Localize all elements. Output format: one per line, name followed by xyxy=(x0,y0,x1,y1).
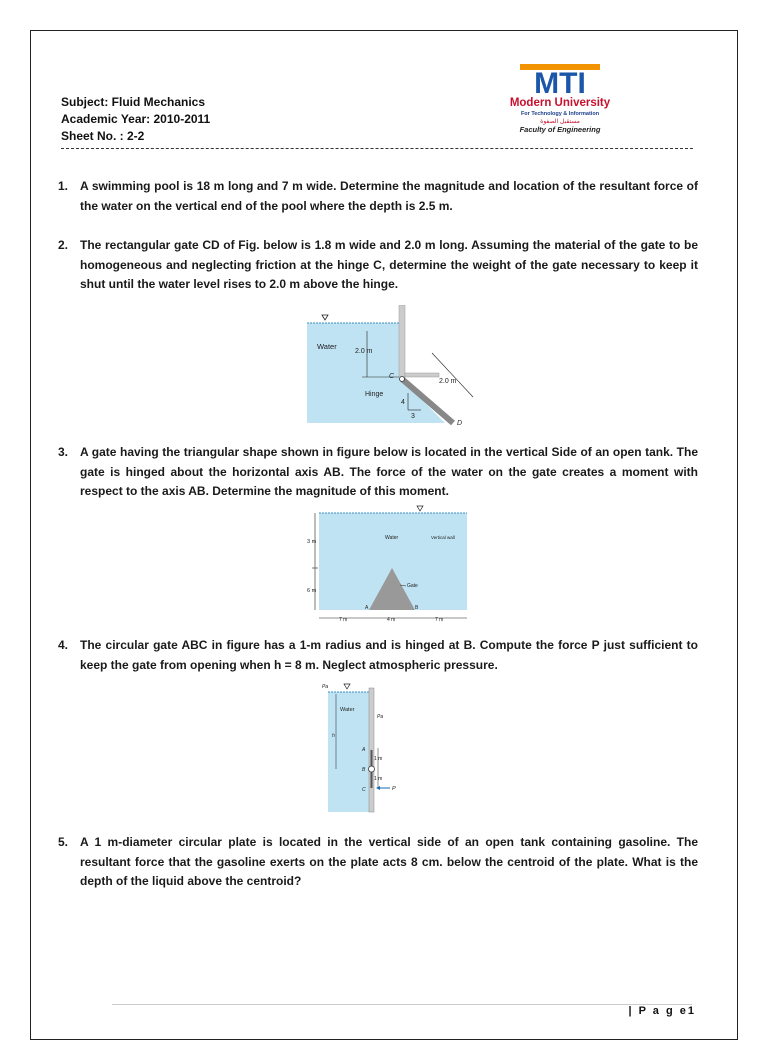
logo-tagline: For Technology & Information xyxy=(520,111,600,117)
slope-4-label: 4 xyxy=(401,399,405,406)
question-number: 2. xyxy=(58,238,69,252)
point-c-label: C xyxy=(362,787,366,793)
page-number: 1 xyxy=(687,1005,696,1017)
footer-rule xyxy=(112,1004,692,1005)
depth-label: 2.0 m xyxy=(355,348,373,355)
horizontal-ledge xyxy=(405,373,439,377)
hinge-label: Hinge xyxy=(365,391,384,398)
university-logo xyxy=(492,62,632,140)
force-p-label: P xyxy=(392,786,396,792)
gate-length-label: 2.0 m xyxy=(439,378,457,385)
question-number: 1. xyxy=(58,179,69,193)
water-level-icon xyxy=(322,315,328,320)
figure-triangular-gate xyxy=(305,505,469,623)
question-3 xyxy=(58,443,698,502)
pa-right-label: Pa xyxy=(377,714,384,720)
point-a-label: A xyxy=(362,747,366,753)
hinge-b xyxy=(369,766,375,772)
gate-label: Gate xyxy=(407,583,418,589)
water-label: Water xyxy=(385,535,399,541)
logo-mark: MTI xyxy=(534,67,586,100)
sheet-header xyxy=(61,94,210,145)
width-7m-right: 7 m xyxy=(435,617,444,623)
water-region xyxy=(307,323,399,423)
h-label: h xyxy=(332,733,335,739)
point-c-label: C xyxy=(389,373,395,380)
pa-left-label: Pa xyxy=(322,684,329,690)
water-level-icon xyxy=(417,506,423,511)
height-3m-label: 3 m xyxy=(307,539,317,545)
width-7m-left: 7 m xyxy=(339,617,348,623)
logo-name: Modern University xyxy=(509,97,611,109)
question-text: A 1 m-diameter circular plate is located in the vertical side of an open tank containing gasoline. The resultant force that the gasoline exerts on the plate acts 8 cm. below the centroid of the plate. What is the depth of the liquid above the centroid? xyxy=(80,835,698,888)
question-text: The rectangular gate CD of Fig. below is 1.8 m wide and 2.0 m long. Assuming the material of the gate to be homogeneous and neglecting friction at the hinge C, determine the weight of the gate necessary to keep it shut until the water level rises to 2.0 m above the hinge. xyxy=(80,238,698,291)
question-5 xyxy=(58,833,698,892)
water-label: Water xyxy=(317,342,337,351)
slope-3-label: 3 xyxy=(411,413,415,420)
question-1 xyxy=(58,177,698,216)
vertical-wall-label: Vertical wall xyxy=(431,535,455,540)
subject-line: Subject: Fluid Mechanics xyxy=(61,95,206,109)
hinge-c xyxy=(400,377,405,382)
question-text: A swimming pool is 18 m long and 7 m wide. Determine the magnitude and location of the resultant force of the water on the vertical end of the pool where the depth is 2.5 m. xyxy=(80,179,698,213)
academic-year-line: Academic Year: 2010-2011 xyxy=(61,112,211,126)
figure-hinged-gate xyxy=(305,305,475,430)
page-label: | P a g e xyxy=(628,1005,688,1017)
water-level-icon xyxy=(344,684,350,689)
figure-circular-gate xyxy=(320,680,402,815)
radius-1m-top: 1 m xyxy=(374,756,383,762)
radius-1m-bottom: 1 m xyxy=(374,776,383,782)
point-b-label: B xyxy=(362,767,366,773)
logo-faculty: Faculty of Engineering xyxy=(519,125,601,134)
header-divider xyxy=(61,148,693,149)
logo-arabic: مستقبل الصفوة xyxy=(540,118,580,125)
point-d-label: D xyxy=(457,420,463,427)
page-footer xyxy=(628,1005,696,1017)
point-b-label: B xyxy=(415,605,419,611)
question-number: 4. xyxy=(58,638,69,652)
question-number: 3. xyxy=(58,445,69,459)
question-2 xyxy=(58,236,698,295)
water-label: Water xyxy=(340,707,355,713)
question-text: A gate having the triangular shape shown in figure below is located in the vertical Side of an open tank. The gate is hinged about the horizontal axis AB. The force of the water on the gate creates a moment with respect to the axis AB. Determine the magnitude of this moment. xyxy=(80,445,698,498)
sheet-number-line: Sheet No. : 2-2 xyxy=(61,129,145,143)
question-text: The circular gate ABC in figure has a 1-m radius and is hinged at B. Compute the force P just sufficient to keep the gate from opening when h = 8 m. Neglect atmospheric pressure. xyxy=(80,638,698,672)
question-4 xyxy=(58,636,698,675)
vertical-wall xyxy=(399,305,405,377)
question-number: 5. xyxy=(58,835,69,849)
point-a-label: A xyxy=(365,605,369,611)
height-6m-label: 6 m xyxy=(307,588,317,594)
width-4m: 4 m xyxy=(387,617,396,623)
